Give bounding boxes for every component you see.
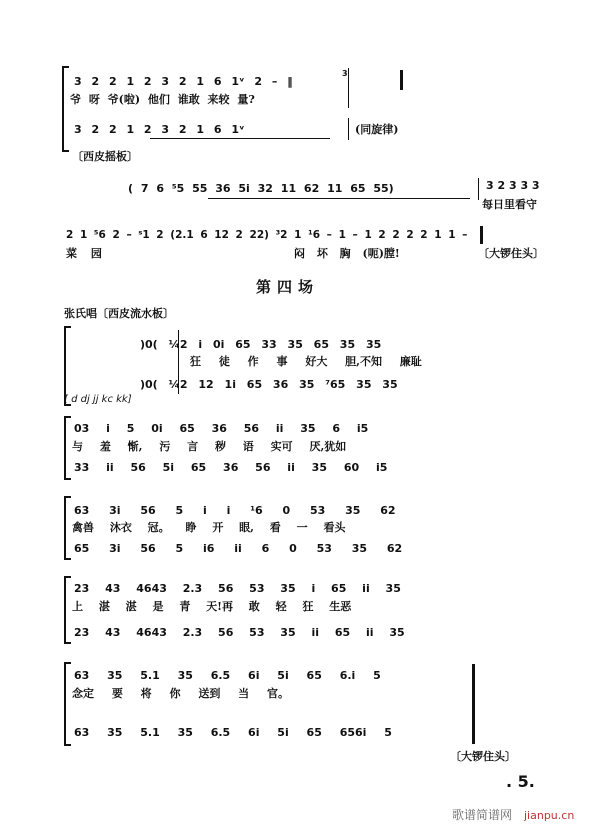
system-brace-1 bbox=[62, 66, 69, 152]
barline bbox=[178, 330, 179, 394]
system-brace-4 bbox=[64, 496, 71, 560]
row4-upper-numbers: 23 43 4643 2.3 56 53 35 i 65 ii 35 bbox=[74, 582, 401, 595]
same-melody-tag: (同旋律) bbox=[355, 123, 399, 136]
singer-label: 张氏唱〔西皮流水板〕 bbox=[64, 307, 174, 320]
line2-lyrics-a: 菜 园 bbox=[66, 247, 102, 260]
beam-underline bbox=[150, 138, 330, 139]
barline bbox=[478, 178, 479, 200]
row1-upper-lyrics: 狂 徒 作 事 好大 胆,不知 廉耻 bbox=[190, 355, 422, 368]
row2-upper-numbers: 03 i 5 0i 65 36 56 ii 35 6 i5 bbox=[74, 422, 369, 435]
row1-upper-numbers: )0( ¼2 i 0i 65 33 35 65 35 35 bbox=[140, 338, 382, 351]
barline bbox=[348, 118, 349, 140]
final-barline bbox=[472, 664, 475, 744]
line2-lyrics-b: 闷 坏 胸 (呃)膛! bbox=[294, 247, 400, 260]
row3-lower-numbers: 65 3i 56 5 i6 ii 6 0 53 35 62 bbox=[74, 542, 403, 555]
row3-upper-numbers: 63 3i 56 5 i i ¹6 0 53 35 62 bbox=[74, 504, 396, 517]
system-brace-3 bbox=[64, 416, 71, 480]
row3-upper-lyrics: 禽兽 沐衣 冠。 睁 开 眼, 看 一 看头 bbox=[72, 521, 346, 534]
scene-title: 第四场 bbox=[256, 278, 320, 296]
score-line-1-lower: 3 2 2 1 2 3 2 1 6 1ᵛ bbox=[74, 123, 245, 136]
row2-lower-numbers: 33 ii 56 5i 65 36 56 ii 35 60 i5 bbox=[74, 461, 388, 474]
system-brace-6 bbox=[64, 662, 71, 746]
intro-tail-numbers: 3 2 3 3 3 bbox=[486, 179, 540, 192]
row1-lower-numbers: )0( ¼2 12 1i 65 36 35 ⁷65 35 35 bbox=[140, 378, 398, 391]
line2-numbers: 2 1 ⁵6 2 – ˢ1 2 (2.1 6 12 2 22) ³2 1 ¹6 – 1 – 1 2 2 2 2 1 1 – bbox=[66, 229, 468, 241]
score-line-1-upper: 3 2 2 1 2 3 2 1 6 1ᵛ 2 – ‖ bbox=[74, 75, 293, 88]
barline bbox=[348, 68, 349, 108]
final-tag-daluo: 〔大锣住头〕 bbox=[450, 750, 516, 763]
lyrics-line-1: 爷 呀 爷(啦) 他们 谁敢 来较 量? bbox=[70, 93, 255, 106]
row5-upper-numbers: 63 35 5.1 35 6.5 6i 5i 65 6.i 5 bbox=[74, 669, 381, 682]
grace-note: 3 bbox=[342, 69, 348, 78]
row5-upper-lyrics: 念定 要 将 你 送到 当 官。 bbox=[72, 687, 289, 700]
system-brace-5 bbox=[64, 576, 71, 644]
watermark-url: jianpu.cn bbox=[524, 809, 575, 822]
beam-underline bbox=[208, 198, 470, 199]
end-barline bbox=[400, 70, 403, 90]
row1-lower-prefix: [ d dj jj kc kk] bbox=[64, 394, 132, 405]
row5-lower-numbers: 63 35 5.1 35 6.5 6i 5i 65 656i 5 bbox=[74, 726, 392, 739]
intro-numbers: ( 7 6 ⁵5 55 36 5i 32 11 62 11 65 55) bbox=[128, 182, 394, 195]
row4-lower-numbers: 23 43 4643 2.3 56 53 35 ii 65 ii 35 bbox=[74, 626, 405, 639]
intro-tail-lyrics: 每日里看守 bbox=[482, 198, 537, 211]
row2-upper-lyrics: 与 羞 惭, 污 言 秽 语 实可 厌,犹如 bbox=[72, 440, 347, 453]
row4-upper-lyrics: 上 湛 湛 是 青 天!再 敢 轻 狂 生恶 bbox=[72, 600, 352, 613]
watermark-site-name: 歌谱简谱网 bbox=[452, 808, 513, 822]
end-barline bbox=[480, 226, 483, 244]
section-label-xipi-yaoban: 〔西皮摇板〕 bbox=[72, 150, 138, 163]
page-number: . 5. bbox=[506, 772, 535, 791]
end-tag-daluo: 〔大锣住头〕 bbox=[478, 247, 544, 260]
